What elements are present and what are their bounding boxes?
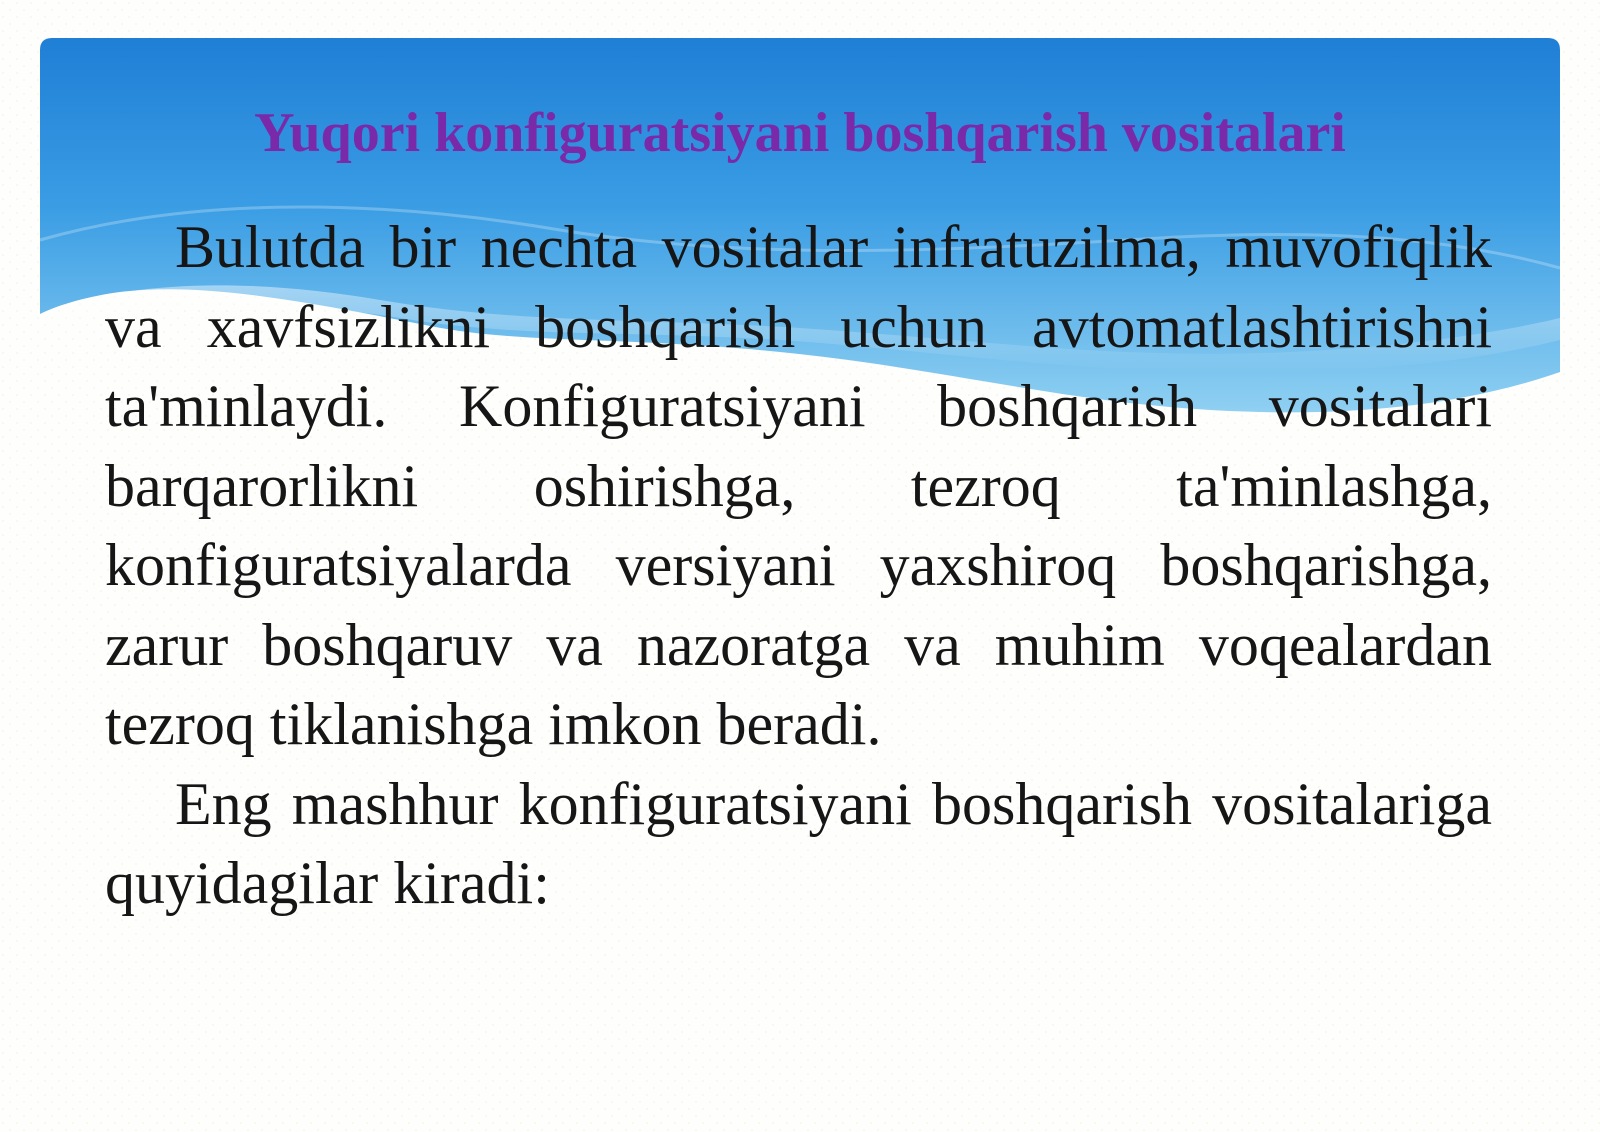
slide-body: [105, 208, 1492, 924]
body-paragraph: Eng mashhur konfiguratsiyani boshqarish vositalariga quyidagilar kiradi:: [105, 770, 1492, 916]
body-paragraph: Bulutda bir nechta vositalar infratuzilma, muvofiqlik va xavfsizlikni boshqarish uchun avtomatlashtirishni ta'minlaydi. Konfiguratsiyani boshqarish vositalari barqarorlikni oshirishga, tezroq ta'minlashga, konfiguratsiyalarda versiyani yaxshiroq boshqarishga, zarur boshqaruv va nazoratga va muhim voqealardan tezroq tiklanishga imkon beradi.: [105, 214, 1492, 757]
slide-title: Yuqori konfiguratsiyani boshqarish vositalari: [254, 102, 1346, 164]
